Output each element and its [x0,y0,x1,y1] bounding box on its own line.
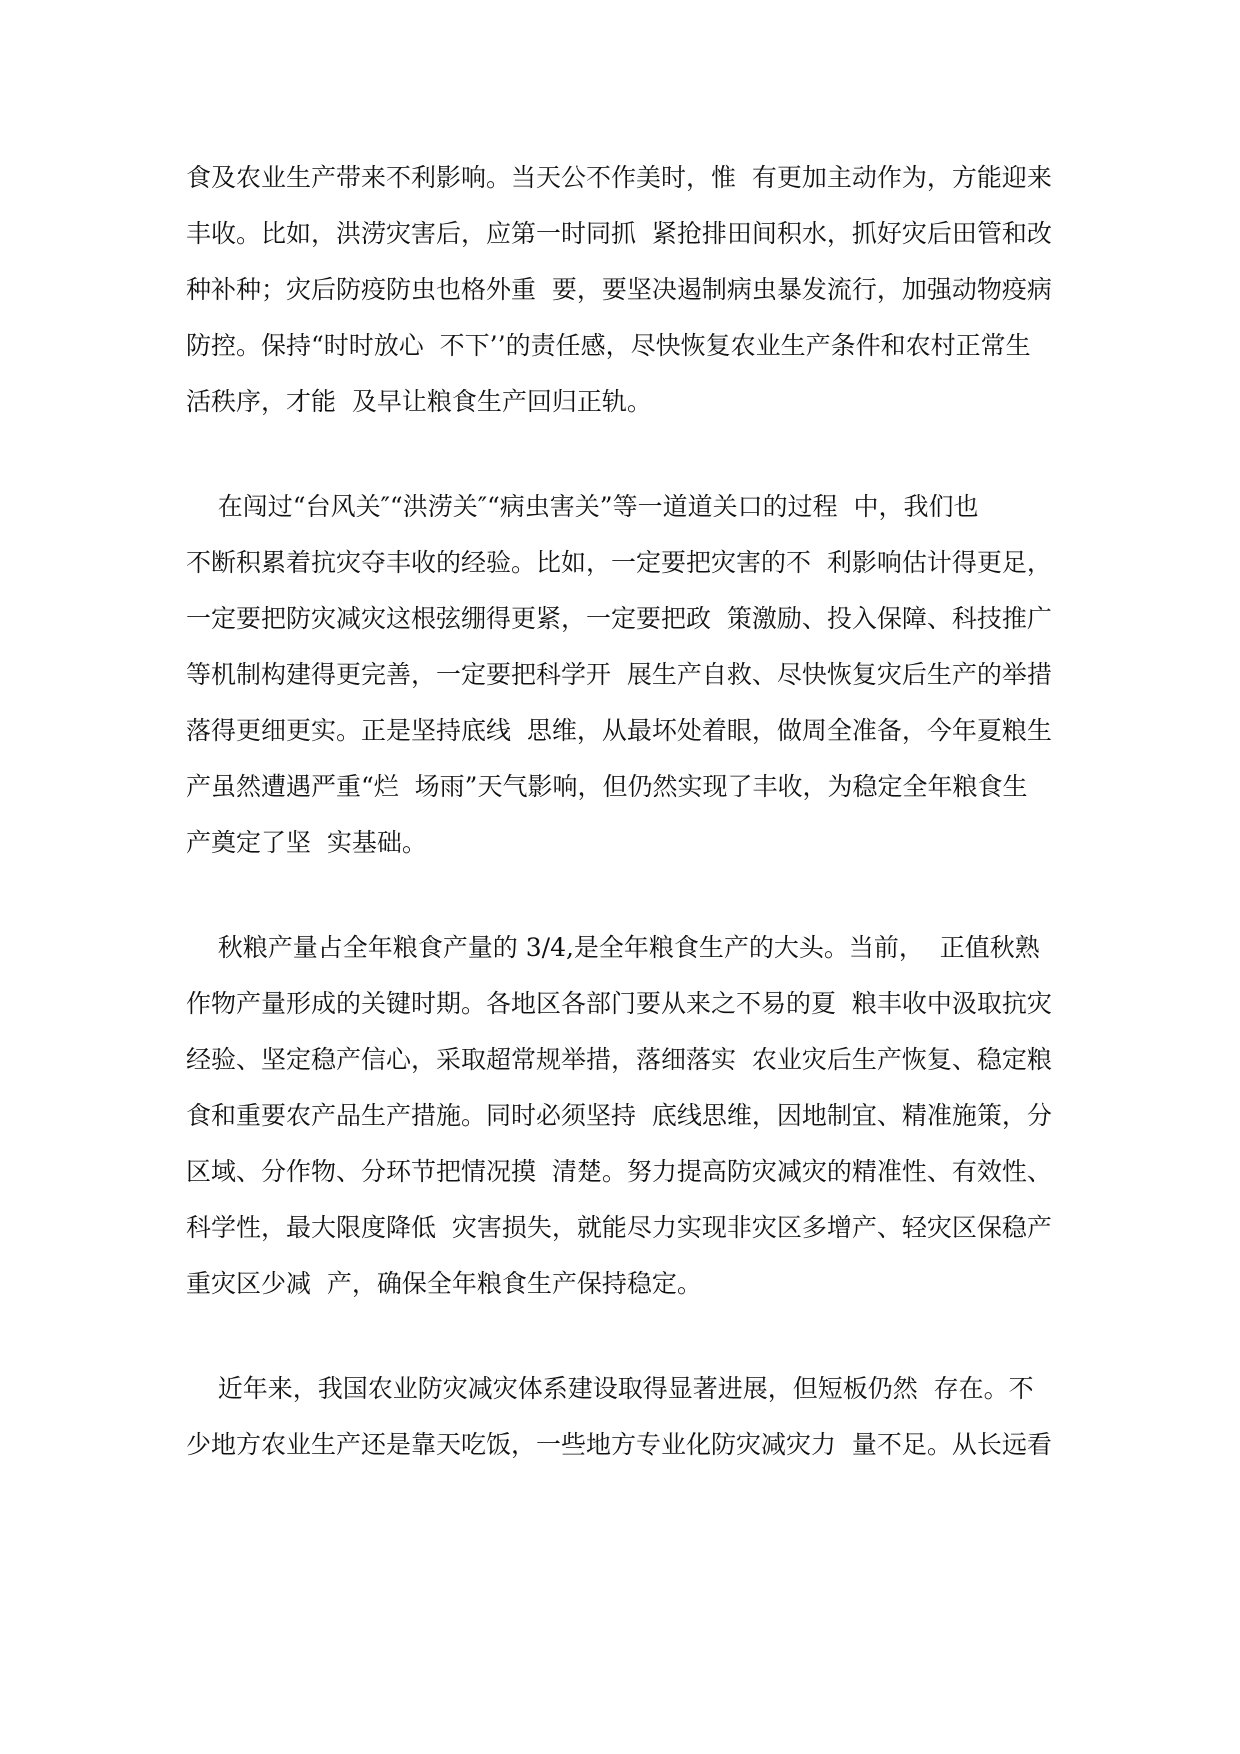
text-line: 在闯过“台风关″“洪涝关″“病虫害关”等一道道关口的过程 中，我们也 [186,492,979,521]
text-line: 重灾区少减 产，确保全年粮食生产保持稳定。 [186,1269,702,1298]
text-line: 产奠定了坚 实基础。 [186,828,427,857]
paragraph-1 [186,150,1066,430]
text-line: 活秩序，才能 及早让粮食生产回归正轨。 [186,387,652,416]
text-line: 食和重要农产品生产措施。同时必须坚持 底线思维，因地制宜、精准施策，分 [186,1101,1052,1130]
paragraph-gap [186,430,1066,479]
text-line: 区域、分作物、分环节把情况摸 清楚。努力提高防灾减灾的精准性、有效性、 [186,1157,1052,1186]
text-line: 等机制构建得更完善，一定要把科学开 展生产自救、尽快恢复灾后生产的举措 [186,660,1052,689]
text-line: 科学性，最大限度降低 灾害损失，就能尽力实现非灾区多增产、轻灾区保稳产 [186,1213,1052,1242]
text-line: 作物产量形成的关键时期。各地区各部门要从来之不易的夏 粮丰收中汲取抗灾 [186,989,1052,1018]
text-line: 种补种；灾后防疫防虫也格外重 要，要坚决遏制病虫暴发流行，加强动物疫病 [186,275,1052,304]
text-line: 近年来，我国农业防灾减灾体系建设取得显著进展，但短板仍然 存在。不 [186,1374,1034,1403]
paragraph-gap [186,871,1066,920]
text-line: 经验、坚定稳产信心，采取超常规举措，落细落实 农业灾后生产恢复、稳定粮 [186,1045,1052,1074]
text-line: 一定要把防灾减灾这根弦绷得更紧，一定要把政 策激励、投入保障、科技推广 [186,604,1052,633]
paragraph-2 [186,479,1066,871]
body-text [186,150,1066,1473]
text-line: 秋粮产量占全年粮食产量的 3/4,是全年粮食生产的大头。当前， 正值秋熟 [186,933,1040,962]
text-line: 防控。保持“时时放心 不下’’的责任感，尽快恢复农业生产条件和农村正常生 [186,331,1031,360]
text-line: 不断积累着抗灾夺丰收的经验。比如，一定要把灾害的不 利影响估计得更足， [186,548,1052,577]
text-line: 少地方农业生产还是靠天吃饭，一些地方专业化防灾减灾力 量不足。从长远看 [186,1430,1052,1459]
paragraph-4 [186,1361,1066,1473]
text-line: 食及农业生产带来不利影响。当天公不作美时，惟 有更加主动作为，方能迎来 [186,163,1052,192]
text-line: 丰收。比如，洪涝灾害后，应第一时同抓 紧抢排田间积水，抓好灾后田管和改 [186,219,1052,248]
paragraph-gap [186,1312,1066,1361]
paragraph-3 [186,920,1066,1312]
text-line: 产虽然遭遇严重“烂 场雨”天气影响，但仍然实现了丰收，为稳定全年粮食生 [186,772,1028,801]
text-line: 落得更细更实。正是坚持底线 思维，从最坏处着眼，做周全准备，今年夏粮生 [186,716,1052,745]
